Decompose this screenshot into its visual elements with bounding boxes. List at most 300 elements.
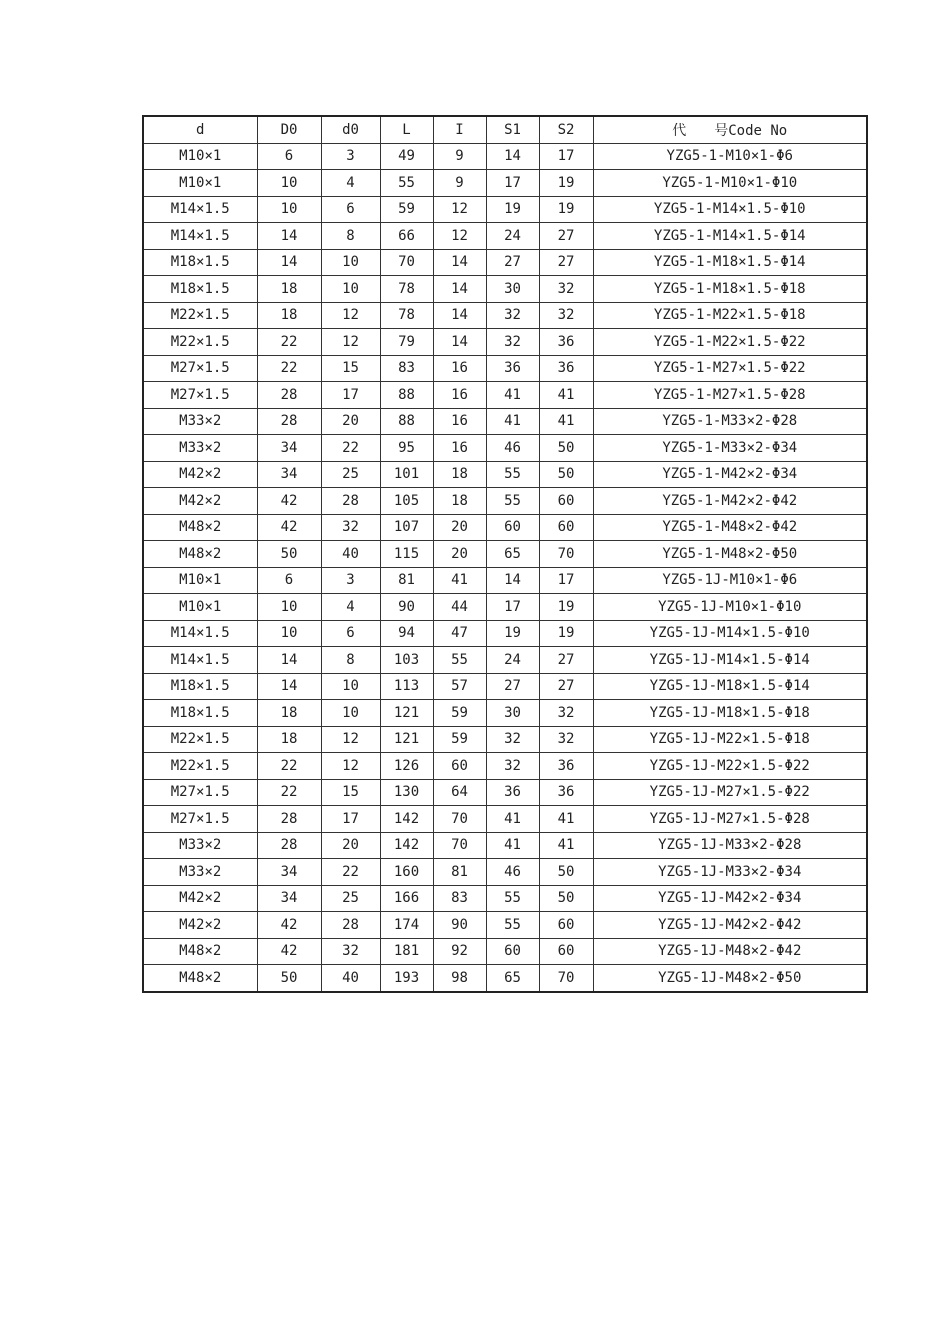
cell-D0: 10 (257, 196, 321, 223)
table-row (143, 594, 867, 621)
cell-I: 81 (433, 859, 486, 886)
cell-D0: 34 (257, 859, 321, 886)
cell-L: 79 (380, 329, 433, 356)
cell-I: 98 (433, 965, 486, 992)
cell-L: 107 (380, 514, 433, 541)
cell-L: 126 (380, 753, 433, 780)
cell-S1: 55 (486, 885, 539, 912)
cell-L: 113 (380, 673, 433, 700)
cell-I: 60 (433, 753, 486, 780)
cell-code-no: YZG5-1J-M42×2-Φ34 (593, 885, 867, 912)
cell-code-no: YZG5-1-M48×2-Φ50 (593, 541, 867, 568)
cell-code-no: YZG5-1J-M48×2-Φ42 (593, 938, 867, 965)
cell-D0: 42 (257, 488, 321, 515)
cell-d0: 25 (321, 885, 380, 912)
cell-d0: 28 (321, 912, 380, 939)
cell-D0: 28 (257, 832, 321, 859)
header-S1: S1 (486, 116, 539, 143)
cell-d: M42×2 (143, 912, 257, 939)
cell-d: M33×2 (143, 859, 257, 886)
table-row (143, 647, 867, 674)
cell-S1: 55 (486, 488, 539, 515)
cell-D0: 18 (257, 700, 321, 727)
cell-S2: 32 (539, 276, 593, 303)
cell-S1: 32 (486, 753, 539, 780)
cell-S2: 50 (539, 885, 593, 912)
cell-d0: 10 (321, 673, 380, 700)
table-row (143, 382, 867, 409)
cell-D0: 10 (257, 170, 321, 197)
cell-d0: 40 (321, 541, 380, 568)
cell-D0: 34 (257, 885, 321, 912)
cell-D0: 50 (257, 965, 321, 992)
cell-d0: 32 (321, 514, 380, 541)
cell-I: 59 (433, 700, 486, 727)
cell-L: 78 (380, 302, 433, 329)
cell-code-no: YZG5-1J-M22×1.5-Φ22 (593, 753, 867, 780)
cell-d0: 12 (321, 753, 380, 780)
table-row (143, 143, 867, 170)
cell-S1: 27 (486, 673, 539, 700)
table-row (143, 965, 867, 992)
cell-d0: 40 (321, 965, 380, 992)
cell-S2: 70 (539, 965, 593, 992)
cell-S1: 17 (486, 594, 539, 621)
cell-D0: 14 (257, 249, 321, 276)
cell-S2: 36 (539, 355, 593, 382)
cell-S1: 36 (486, 779, 539, 806)
cell-S2: 41 (539, 408, 593, 435)
cell-S2: 50 (539, 435, 593, 462)
table-row (143, 885, 867, 912)
cell-S2: 27 (539, 249, 593, 276)
cell-d: M10×1 (143, 594, 257, 621)
cell-code-no: YZG5-1J-M48×2-Φ50 (593, 965, 867, 992)
cell-S1: 32 (486, 302, 539, 329)
cell-D0: 10 (257, 594, 321, 621)
cell-d: M48×2 (143, 541, 257, 568)
table-row (143, 700, 867, 727)
cell-L: 142 (380, 832, 433, 859)
cell-I: 16 (433, 408, 486, 435)
cell-D0: 22 (257, 779, 321, 806)
cell-d0: 22 (321, 859, 380, 886)
cell-L: 142 (380, 806, 433, 833)
cell-S1: 41 (486, 832, 539, 859)
cell-S2: 19 (539, 170, 593, 197)
table-row (143, 620, 867, 647)
cell-D0: 6 (257, 143, 321, 170)
cell-code-no: YZG5-1J-M14×1.5-Φ14 (593, 647, 867, 674)
cell-d: M14×1.5 (143, 647, 257, 674)
cell-L: 160 (380, 859, 433, 886)
table-row (143, 541, 867, 568)
cell-d0: 25 (321, 461, 380, 488)
cell-I: 16 (433, 355, 486, 382)
table-row (143, 938, 867, 965)
header-code-no: 代 号Code No (593, 116, 867, 143)
header-d: d (143, 116, 257, 143)
cell-D0: 50 (257, 541, 321, 568)
cell-I: 64 (433, 779, 486, 806)
cell-I: 12 (433, 223, 486, 250)
cell-code-no: YZG5-1-M18×1.5-Φ18 (593, 276, 867, 303)
cell-L: 81 (380, 567, 433, 594)
cell-L: 83 (380, 355, 433, 382)
cell-S1: 30 (486, 700, 539, 727)
cell-S1: 60 (486, 514, 539, 541)
table-row (143, 196, 867, 223)
cell-S1: 24 (486, 647, 539, 674)
specification-table (142, 115, 868, 993)
cell-I: 16 (433, 435, 486, 462)
table-row (143, 355, 867, 382)
cell-d0: 8 (321, 223, 380, 250)
cell-d: M48×2 (143, 965, 257, 992)
cell-I: 16 (433, 382, 486, 409)
cell-I: 18 (433, 461, 486, 488)
cell-L: 105 (380, 488, 433, 515)
cell-d0: 17 (321, 806, 380, 833)
cell-d: M14×1.5 (143, 196, 257, 223)
cell-L: 174 (380, 912, 433, 939)
cell-d: M10×1 (143, 143, 257, 170)
cell-I: 12 (433, 196, 486, 223)
cell-code-no: YZG5-1-M18×1.5-Φ14 (593, 249, 867, 276)
cell-L: 193 (380, 965, 433, 992)
cell-d: M27×1.5 (143, 806, 257, 833)
table-row (143, 249, 867, 276)
cell-d0: 8 (321, 647, 380, 674)
cell-d: M10×1 (143, 567, 257, 594)
cell-d0: 15 (321, 355, 380, 382)
cell-d: M18×1.5 (143, 249, 257, 276)
cell-code-no: YZG5-1J-M18×1.5-Φ14 (593, 673, 867, 700)
cell-d: M18×1.5 (143, 276, 257, 303)
cell-I: 41 (433, 567, 486, 594)
cell-I: 14 (433, 329, 486, 356)
cell-d: M22×1.5 (143, 753, 257, 780)
cell-I: 70 (433, 832, 486, 859)
cell-D0: 22 (257, 355, 321, 382)
cell-L: 88 (380, 382, 433, 409)
header-D0: D0 (257, 116, 321, 143)
cell-code-no: YZG5-1J-M10×1-Φ6 (593, 567, 867, 594)
cell-code-no: YZG5-1-M10×1-Φ10 (593, 170, 867, 197)
cell-S2: 50 (539, 859, 593, 886)
cell-d: M27×1.5 (143, 779, 257, 806)
cell-S2: 19 (539, 196, 593, 223)
cell-S2: 17 (539, 143, 593, 170)
cell-d: M14×1.5 (143, 223, 257, 250)
cell-d: M33×2 (143, 408, 257, 435)
cell-code-no: YZG5-1-M33×2-Φ34 (593, 435, 867, 462)
table-row (143, 832, 867, 859)
header-d0: d0 (321, 116, 380, 143)
cell-d: M48×2 (143, 938, 257, 965)
cell-S1: 36 (486, 355, 539, 382)
cell-S1: 55 (486, 912, 539, 939)
cell-I: 20 (433, 541, 486, 568)
cell-d0: 32 (321, 938, 380, 965)
cell-I: 92 (433, 938, 486, 965)
cell-L: 88 (380, 408, 433, 435)
cell-L: 121 (380, 700, 433, 727)
cell-I: 9 (433, 170, 486, 197)
cell-code-no: YZG5-1J-M18×1.5-Φ18 (593, 700, 867, 727)
cell-d: M18×1.5 (143, 700, 257, 727)
cell-S1: 60 (486, 938, 539, 965)
cell-S1: 30 (486, 276, 539, 303)
cell-code-no: YZG5-1-M27×1.5-Φ28 (593, 382, 867, 409)
cell-d: M22×1.5 (143, 302, 257, 329)
cell-S1: 27 (486, 249, 539, 276)
cell-D0: 34 (257, 435, 321, 462)
table-row (143, 302, 867, 329)
table-row (143, 567, 867, 594)
cell-D0: 10 (257, 620, 321, 647)
cell-d0: 12 (321, 329, 380, 356)
cell-L: 95 (380, 435, 433, 462)
cell-code-no: YZG5-1J-M27×1.5-Φ28 (593, 806, 867, 833)
cell-code-no: YZG5-1J-M42×2-Φ42 (593, 912, 867, 939)
cell-d0: 3 (321, 143, 380, 170)
cell-L: 130 (380, 779, 433, 806)
cell-L: 181 (380, 938, 433, 965)
cell-D0: 18 (257, 726, 321, 753)
cell-d: M10×1 (143, 170, 257, 197)
cell-S1: 32 (486, 329, 539, 356)
cell-d0: 15 (321, 779, 380, 806)
table-row (143, 514, 867, 541)
cell-d: M27×1.5 (143, 355, 257, 382)
cell-S2: 50 (539, 461, 593, 488)
cell-I: 70 (433, 806, 486, 833)
cell-D0: 42 (257, 514, 321, 541)
cell-S1: 41 (486, 382, 539, 409)
cell-L: 101 (380, 461, 433, 488)
cell-S2: 19 (539, 594, 593, 621)
cell-I: 14 (433, 276, 486, 303)
table-row (143, 170, 867, 197)
cell-code-no: YZG5-1J-M10×1-Φ10 (593, 594, 867, 621)
cell-I: 9 (433, 143, 486, 170)
cell-I: 14 (433, 302, 486, 329)
header-row (143, 116, 867, 143)
cell-L: 121 (380, 726, 433, 753)
cell-d0: 3 (321, 567, 380, 594)
cell-S1: 32 (486, 726, 539, 753)
cell-I: 59 (433, 726, 486, 753)
cell-D0: 14 (257, 223, 321, 250)
cell-code-no: YZG5-1-M14×1.5-Φ14 (593, 223, 867, 250)
table-row (143, 806, 867, 833)
cell-code-no: YZG5-1-M22×1.5-Φ18 (593, 302, 867, 329)
cell-code-no: YZG5-1J-M33×2-Φ34 (593, 859, 867, 886)
cell-S2: 70 (539, 541, 593, 568)
table-row (143, 912, 867, 939)
cell-S1: 19 (486, 620, 539, 647)
cell-d: M14×1.5 (143, 620, 257, 647)
cell-S1: 65 (486, 541, 539, 568)
cell-d0: 17 (321, 382, 380, 409)
cell-d: M42×2 (143, 461, 257, 488)
cell-S1: 41 (486, 806, 539, 833)
cell-D0: 18 (257, 276, 321, 303)
table-row (143, 753, 867, 780)
cell-d: M22×1.5 (143, 329, 257, 356)
cell-I: 18 (433, 488, 486, 515)
cell-S2: 32 (539, 700, 593, 727)
header-L: L (380, 116, 433, 143)
cell-d0: 12 (321, 302, 380, 329)
cell-S2: 27 (539, 673, 593, 700)
cell-code-no: YZG5-1-M22×1.5-Φ22 (593, 329, 867, 356)
cell-S1: 14 (486, 567, 539, 594)
table-row (143, 673, 867, 700)
cell-d0: 6 (321, 620, 380, 647)
cell-code-no: YZG5-1-M14×1.5-Φ10 (593, 196, 867, 223)
cell-d0: 10 (321, 276, 380, 303)
cell-code-no: YZG5-1J-M22×1.5-Φ18 (593, 726, 867, 753)
cell-d0: 20 (321, 832, 380, 859)
cell-code-no: YZG5-1-M42×2-Φ34 (593, 461, 867, 488)
cell-code-no: YZG5-1-M42×2-Φ42 (593, 488, 867, 515)
cell-D0: 42 (257, 938, 321, 965)
cell-L: 49 (380, 143, 433, 170)
cell-d: M22×1.5 (143, 726, 257, 753)
cell-code-no: YZG5-1-M27×1.5-Φ22 (593, 355, 867, 382)
table-row (143, 726, 867, 753)
cell-S2: 27 (539, 647, 593, 674)
cell-L: 78 (380, 276, 433, 303)
cell-D0: 14 (257, 673, 321, 700)
cell-S1: 19 (486, 196, 539, 223)
cell-L: 103 (380, 647, 433, 674)
cell-d0: 20 (321, 408, 380, 435)
table-header (143, 116, 867, 143)
cell-S1: 46 (486, 435, 539, 462)
cell-I: 55 (433, 647, 486, 674)
cell-S1: 24 (486, 223, 539, 250)
cell-S2: 36 (539, 779, 593, 806)
cell-S2: 32 (539, 302, 593, 329)
table-row (143, 859, 867, 886)
cell-S2: 60 (539, 514, 593, 541)
cell-D0: 22 (257, 753, 321, 780)
cell-d: M27×1.5 (143, 382, 257, 409)
cell-S2: 19 (539, 620, 593, 647)
cell-I: 14 (433, 249, 486, 276)
cell-D0: 34 (257, 461, 321, 488)
table-row (143, 779, 867, 806)
cell-D0: 28 (257, 382, 321, 409)
cell-S2: 60 (539, 488, 593, 515)
cell-S1: 55 (486, 461, 539, 488)
cell-D0: 14 (257, 647, 321, 674)
cell-d0: 10 (321, 249, 380, 276)
cell-d0: 6 (321, 196, 380, 223)
cell-S2: 41 (539, 382, 593, 409)
cell-I: 90 (433, 912, 486, 939)
cell-L: 90 (380, 594, 433, 621)
cell-code-no: YZG5-1J-M27×1.5-Φ22 (593, 779, 867, 806)
header-I: I (433, 116, 486, 143)
cell-code-no: YZG5-1-M48×2-Φ42 (593, 514, 867, 541)
cell-S2: 36 (539, 329, 593, 356)
cell-S2: 41 (539, 806, 593, 833)
cell-S2: 60 (539, 912, 593, 939)
table-row (143, 329, 867, 356)
table-row (143, 461, 867, 488)
cell-D0: 42 (257, 912, 321, 939)
cell-D0: 6 (257, 567, 321, 594)
cell-d0: 22 (321, 435, 380, 462)
table-row (143, 435, 867, 462)
table-row (143, 488, 867, 515)
cell-d0: 12 (321, 726, 380, 753)
table-row (143, 276, 867, 303)
cell-L: 66 (380, 223, 433, 250)
cell-L: 166 (380, 885, 433, 912)
cell-S2: 17 (539, 567, 593, 594)
cell-S1: 41 (486, 408, 539, 435)
cell-I: 83 (433, 885, 486, 912)
cell-d: M18×1.5 (143, 673, 257, 700)
cell-S2: 60 (539, 938, 593, 965)
cell-D0: 18 (257, 302, 321, 329)
cell-I: 47 (433, 620, 486, 647)
cell-I: 44 (433, 594, 486, 621)
cell-S2: 27 (539, 223, 593, 250)
cell-L: 55 (380, 170, 433, 197)
cell-I: 57 (433, 673, 486, 700)
cell-d: M42×2 (143, 885, 257, 912)
cell-D0: 28 (257, 806, 321, 833)
cell-code-no: YZG5-1J-M33×2-Φ28 (593, 832, 867, 859)
cell-d: M33×2 (143, 435, 257, 462)
cell-code-no: YZG5-1-M10×1-Φ6 (593, 143, 867, 170)
cell-D0: 22 (257, 329, 321, 356)
cell-code-no: YZG5-1J-M14×1.5-Φ10 (593, 620, 867, 647)
cell-d0: 28 (321, 488, 380, 515)
table-body (143, 143, 867, 992)
cell-d0: 4 (321, 594, 380, 621)
cell-S2: 36 (539, 753, 593, 780)
cell-L: 94 (380, 620, 433, 647)
cell-d0: 10 (321, 700, 380, 727)
cell-code-no: YZG5-1-M33×2-Φ28 (593, 408, 867, 435)
cell-d0: 4 (321, 170, 380, 197)
cell-S2: 41 (539, 832, 593, 859)
cell-S1: 65 (486, 965, 539, 992)
cell-I: 20 (433, 514, 486, 541)
header-S2: S2 (539, 116, 593, 143)
cell-S1: 46 (486, 859, 539, 886)
cell-L: 115 (380, 541, 433, 568)
cell-S2: 32 (539, 726, 593, 753)
table-row (143, 223, 867, 250)
cell-d: M48×2 (143, 514, 257, 541)
table-row (143, 408, 867, 435)
cell-L: 59 (380, 196, 433, 223)
cell-S1: 14 (486, 143, 539, 170)
cell-d: M33×2 (143, 832, 257, 859)
cell-S1: 17 (486, 170, 539, 197)
cell-L: 70 (380, 249, 433, 276)
cell-d: M42×2 (143, 488, 257, 515)
cell-D0: 28 (257, 408, 321, 435)
